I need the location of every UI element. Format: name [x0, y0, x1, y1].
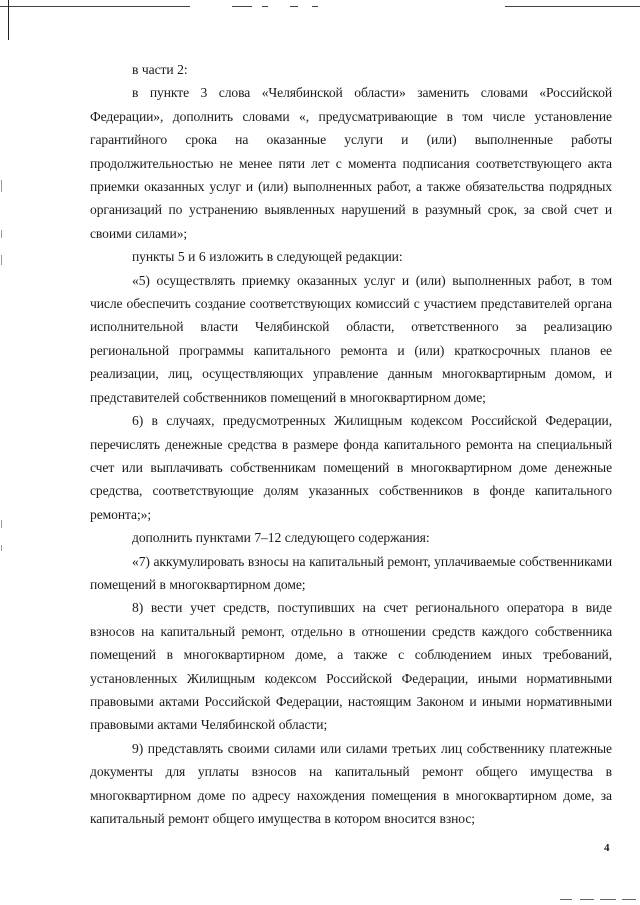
page-number: 4 — [604, 842, 610, 854]
scan-top-edge — [0, 6, 640, 7]
paragraph-points-7-12-intro: дополнить пунктами 7–12 следующего содержания: — [132, 530, 430, 546]
paragraph-points-5-6-intro: пункты 5 и 6 изложить в следующей редакции: — [132, 249, 403, 265]
paragraph-point-3-amendment: в пункте 3 слова «Челябинской области» заменить словами «Российской Федерации», дополнить словами «, предусматривающие в том числе установление гарантийного срока на оказанные услуги и (или) выполненные работы продолжительностью не менее пяти лет с момента подписания соответствующего акта приемки оказанных услуг и (или) выполненных работ, а также обязательства подрядных организаций по устранению выявленных нарушений в разумный срок, за свой счет и своими силами»; — [90, 85, 612, 241]
paragraph-part-2: в части 2: — [132, 62, 188, 77]
paragraph-item-6: 6) в случаях, предусмотренных Жилищным кодексом Российской Федерации, перечислять денежные средства в размере фонда капитального ремонта на специальный счет или выплачивать собственникам помещений в многоквартирном доме денежные средства, соответствующие долям указанных собственников в фонде капитального ремонта;»; — [90, 413, 612, 522]
scan-bottom-edge — [0, 899, 640, 900]
scan-left-edge-mark — [8, 0, 9, 40]
paragraph-item-8: 8) вести учет средств, поступивших на счет регионального оператора в виде взносов на капитальный ремонт, отдельно в отношении средств каждого собственника помещений в многоквартирном доме, а также с соблюдением иных требований, установленных Жилищным кодексом Российской Федерации, иными нормативными правовыми актами Российской Федерации, настоящим Законом и иными нормативными правовыми актами Челябинской области; — [90, 600, 612, 733]
paragraph-item-9: 9) представлять своими силами или силами третьих лиц собственнику платежные документы для уплаты взносов на капитальный ремонт общего имущества в многоквартирном доме по адресу нахождения помещения в многоквартирном доме, за капитальный ремонт общего имущества в котором вносится взнос; — [90, 740, 612, 826]
paragraph-item-5: «5) осуществлять приемку оказанных услуг и (или) выполненных работ, в том числе обеспечить создание соответствующих комиссий с участием представителей органа исполнительной власти Челябинской области, ответственного за реализацию региональной программы капитального ремонта и (или) краткосрочных планов ее реализации, лиц, осуществляющих управление данным многоквартирным домом, и представителей собственников помещений в многоквартирном доме; — [90, 272, 612, 405]
document-body — [90, 58, 612, 830]
paragraph-item-7: «7) аккумулировать взносы на капитальный ремонт, уплачиваемые собственниками помещений в многоквартирном доме; — [90, 553, 612, 592]
